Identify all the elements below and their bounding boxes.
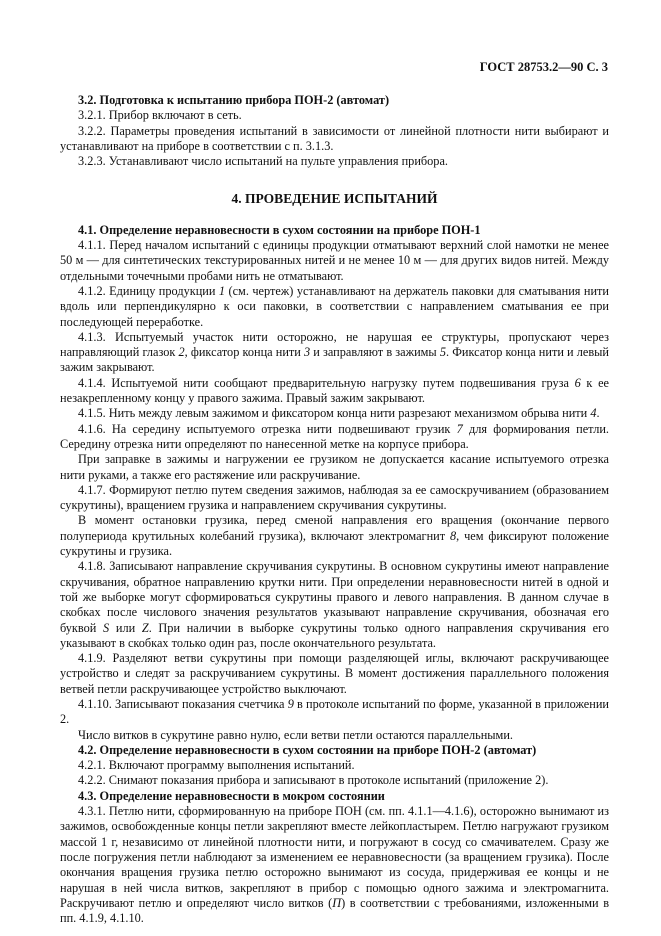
paragraph-text: для формирования петли. Середину отрезка нити определяют по нанесенной метке на корпусе прибора. [60, 421, 610, 451]
paragraph-text: 4.1.2. Единицу продукции [78, 283, 219, 298]
figure-reference: S [103, 620, 110, 635]
paragraph [60, 651, 609, 697]
paragraph-text: 4.1.4. Испытуемой нити сообщают предварительную нагрузку путем подвешивания груза [78, 375, 575, 390]
subsection-heading: 4.1. Определение неравновесности в сухом состоянии на приборе ПОН-1 [78, 222, 481, 237]
paragraph [60, 154, 609, 169]
paragraph-text: 4.1.1. Перед началом испытаний с единицы продукции отматывают верхний слой намотки не менее 50 м — для синтетических текстурированных нитей и не менее 10 м — для других видов нитей. Между отдельными точечными пробами нить не отматывают. [60, 238, 609, 283]
paragraph-text: . При наличии в выборке сукрутины только одного направления скручивания его указывают в скобках только один раз, после окончательного результата. [60, 620, 609, 650]
paragraph [60, 483, 609, 514]
paragraph [60, 284, 609, 330]
paragraph-text: 4.1.8. Записывают направление скручивания сукрутины. В основном сукрутины имеют направление скручивания, обратное направлению крутки нити. При определении неравновесности нитей в одной и той же выборке могут сформироваться сукрутины правого и левого направления. В данном случае в скобках после числового значения результатов указывают направление скручивания, обозначая его буквой [60, 559, 609, 635]
section-heading: 4. ПРОВЕДЕНИЕ ИСПЫТАНИЙ [231, 191, 438, 207]
paragraph-text: 4.1.5. Нить между левым зажимом и фиксатором конца нити разрезают механизмом обрыва нити [78, 406, 591, 421]
paragraph [60, 406, 609, 421]
paragraph [60, 452, 609, 483]
paragraph-text: 3.2.3. Устанавливают число испытаний на пульте управления прибора. [78, 154, 448, 169]
paragraph [60, 124, 609, 155]
paragraph-text: (см. чертеж) устанавливают на держатель паковки для сматывания нити вдоль или перпендикулярно к оси паковки, в соответствии с направлением сматывания ее при последующей переработке. [60, 283, 609, 329]
paragraph-text: 4.2.1. Включают программу выполнения испытаний. [78, 758, 355, 773]
paragraph-text: 4.1.6. На середину испытуемого отрезка нити подвешивают грузик [78, 421, 457, 436]
figure-reference: 6 [574, 375, 581, 390]
paragraph [60, 330, 609, 376]
paragraph-text: ) в соответствии с требованиями, изложенными в пп. 4.1.9, 4.1.10. [60, 895, 609, 926]
paragraph-text: в протоколе испытаний по форме, указанной в приложении 2. [60, 696, 609, 727]
paragraph-text: или [109, 620, 142, 635]
figure-reference: 3 [304, 345, 311, 360]
paragraph [60, 376, 609, 407]
paragraph-text: 4.1.3. Испытуемый участок нити осторожно, не нарушая ее структуры, пропускают через направляющий глазок [60, 329, 609, 360]
paragraph-text: 4.1.9. Разделяют ветви сукрутины при помощи разделяющей иглы, включают раскручивающее устройство и следят за раскручиванием сукрутины. В момент достижения параллельного положения ветвей петли раскручивающее устройство выключают. [60, 651, 609, 696]
document-body [60, 93, 609, 926]
paragraph-text: 4.3.1. Петлю нити, сформированную на приборе ПОН (см. пп. 4.1.1—4.1.6), осторожно вынимают из зажимов, освобожденные концы петли закрепляют вместе лейкопластырем. Петлю нагружают грузиком массой 1 г, независимо от линейной плотности нити, и погружают в сосуд со смачивателем. Сразу же после погружения петли наблюдают за изменением ее неравновесности (за вращением грузика). После окончания вращения грузика петлю осторожно вынимают из сосуда, придерживая ее концы и не нарушая в ней числа витков, закрепляют в прибор с помощью одного зажима и электромагнита. Раскручивают петлю и определяют число витков ( [60, 804, 609, 910]
paragraph-text: Число витков в сукрутине равно нулю, если ветви петли остаются параллельными. [78, 727, 513, 742]
paragraph [60, 758, 609, 773]
paragraph [60, 559, 609, 651]
paragraph-text: В момент остановки грузика, перед сменой направления его вращения (окончание первого полупериода крутильных колебаний грузика), включают электромагнит [60, 513, 609, 543]
figure-reference: 9 [287, 696, 294, 711]
paragraph-text: 3.2.2. Параметры проведения испытаний в зависимости от линейной плотности нити выбирают и устанавливают на приборе в соответствии с п. 3.1.3. [60, 123, 609, 153]
paragraph [60, 697, 609, 728]
paragraph [60, 773, 609, 788]
subsection-heading: 3.2. Подготовка к испытанию прибора ПОН-2 (автомат) [78, 93, 390, 107]
paragraph [60, 238, 609, 284]
subsection-heading: 4.3. Определение неравновесности в мокром состоянии [78, 788, 385, 803]
paragraph-text: к ее незакрепленному концу у правого зажима. Правый зажим закрывают. [60, 375, 609, 406]
paragraph-text: . [596, 406, 600, 421]
paragraph-text: . Фиксатор конца нити и левый зажим закрывают. [60, 345, 610, 375]
paragraph [60, 804, 609, 926]
paragraph-text: При заправке в зажимы и нагружении ее грузиком не допускается касание испытуемого отрезка нити руками, а также его растяжение или раскручивание. [60, 452, 609, 482]
figure-reference: 1 [218, 283, 226, 298]
figure-reference: Z [141, 620, 149, 635]
paragraph [60, 728, 609, 743]
paragraph-text: и заправляют в зажимы [310, 345, 440, 360]
paragraph-text: , чем фиксируют положение сукрутины и грузика. [60, 528, 609, 559]
paragraph [60, 422, 609, 453]
figure-reference: 8 [450, 528, 457, 543]
paragraph-text: 4.2.2. Снимают показания прибора и записывают в протоколе испытаний (приложение 2). [78, 773, 549, 788]
paragraph-text: 3.2.1. Прибор включают в сеть. [78, 108, 242, 123]
paragraph-text: 4.1.10. Записывают показания счетчика [78, 696, 288, 711]
paragraph [60, 513, 609, 559]
paragraph-text: 4.1.7. Формируют петлю путем сведения зажимов, наблюдая за ее самоскручиванием (образованием сукрутины), вращением грузика и направлением скручивания сукрутины. [60, 482, 609, 513]
figure-reference: 5 [439, 345, 446, 360]
figure-reference: 2 [178, 345, 185, 360]
figure-reference: П [332, 895, 342, 910]
subsection-heading: 4.2. Определение неравновесности в сухом состоянии на приборе ПОН-2 (автомат) [78, 742, 537, 757]
paragraph [60, 108, 609, 123]
page-header: ГОСТ 28753.2—90 С. 3 [479, 60, 608, 74]
figure-reference: 4 [590, 406, 597, 421]
paragraph-text: , фиксатор конца нити [184, 345, 304, 360]
figure-reference: 7 [456, 421, 463, 436]
